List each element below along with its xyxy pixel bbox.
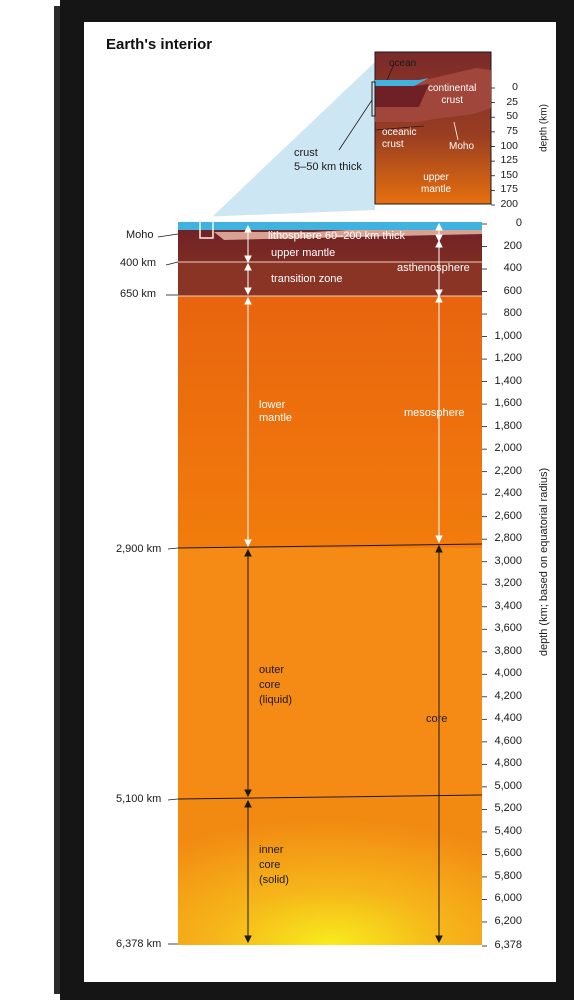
moho-leader bbox=[158, 234, 178, 237]
main-tick-label: 5,800 bbox=[494, 869, 522, 882]
main-tick-label: 2,400 bbox=[494, 487, 522, 500]
main-tick-label: 2,200 bbox=[494, 464, 522, 477]
depth-6378-label: 6,378 km bbox=[116, 938, 162, 950]
crust-callout-label: crust 5–50 km thick bbox=[294, 147, 362, 173]
inner-core-label: inner core (solid) bbox=[259, 844, 289, 886]
main-tick-label: 3,200 bbox=[494, 577, 522, 590]
inset-tick-label: 25 bbox=[506, 95, 518, 108]
inset-tick-label: 0 bbox=[512, 81, 518, 93]
main-tick-label: 2,600 bbox=[494, 509, 522, 522]
inner-core-band bbox=[178, 798, 482, 945]
main-tick-label: 4,600 bbox=[494, 734, 522, 747]
lithosphere-label: lithosphere 60–200 km thick bbox=[268, 230, 405, 242]
lower-mantle-label: lower mantle bbox=[259, 399, 293, 424]
main-tick-label: 1,400 bbox=[494, 374, 522, 387]
main-tick-label: 1,800 bbox=[494, 419, 522, 432]
inset-axis-label: depth (km) bbox=[538, 104, 550, 152]
main-tick-label: 1,600 bbox=[494, 397, 522, 410]
depth-650-label: 650 km bbox=[120, 288, 157, 300]
diagram-canvas bbox=[84, 22, 556, 982]
d2900-leader bbox=[168, 548, 178, 549]
main-tick-label: 5,200 bbox=[494, 802, 522, 815]
inset-tick-label: 200 bbox=[500, 198, 518, 210]
depth-2900-label: 2,900 km bbox=[116, 543, 162, 555]
main-tick-label: 3,600 bbox=[494, 622, 522, 635]
main-tick-label: 400 bbox=[503, 262, 522, 275]
main-axis-label: depth (km; based on equatorial radius) bbox=[538, 467, 550, 657]
core-label: core bbox=[426, 713, 448, 725]
inset-tick-label: 50 bbox=[506, 110, 518, 123]
depth-5100-label: 5,100 km bbox=[116, 793, 162, 805]
moho-label: Moho bbox=[126, 229, 154, 241]
main-tick-label: 0 bbox=[515, 217, 522, 229]
main-tick-label: 3,800 bbox=[494, 644, 522, 657]
main-tick-label: 4,400 bbox=[494, 712, 522, 725]
inset-continental-crust-label: continental crust bbox=[428, 83, 477, 106]
main-tick-label: 1,000 bbox=[494, 329, 522, 342]
main-tick-label: 800 bbox=[503, 307, 522, 320]
d400-leader bbox=[166, 262, 178, 265]
diagram-title: Earth's interior bbox=[106, 36, 213, 53]
lower-mantle-band bbox=[178, 296, 482, 548]
main-tick-label: 4,800 bbox=[494, 757, 522, 770]
main-tick-label: 3,400 bbox=[494, 599, 522, 612]
mesosphere-label: mesosphere bbox=[404, 407, 465, 419]
main-tick-label: 5,400 bbox=[494, 824, 522, 837]
inset-tick-label: 75 bbox=[506, 124, 518, 137]
main-tick-label: 4,200 bbox=[494, 689, 522, 702]
main-tick-label: 2,000 bbox=[494, 442, 522, 455]
main-tick-label: 3,000 bbox=[494, 554, 522, 567]
zoom-callout-wedge bbox=[200, 62, 375, 217]
main-tick-label: 4,000 bbox=[494, 667, 522, 680]
main-tick-label: 5,000 bbox=[494, 779, 522, 792]
inset-tick-label: 100 bbox=[500, 139, 518, 152]
inset-tick-label: 175 bbox=[500, 183, 518, 196]
main-tick-label: 1,200 bbox=[494, 352, 522, 365]
upper-mantle-label: upper mantle bbox=[271, 247, 336, 259]
inset-ocean-label: ocean bbox=[389, 58, 417, 69]
d5100-leader bbox=[168, 799, 178, 800]
main-tick-label: 200 bbox=[503, 239, 522, 252]
outer-core-band bbox=[178, 548, 482, 798]
inset-upper-mantle-label: upper mantle bbox=[421, 172, 452, 195]
inset-moho-label: Moho bbox=[449, 141, 475, 152]
main-tick-label: 6,378 bbox=[494, 939, 522, 951]
outer-core-label: outer core (liquid) bbox=[259, 664, 293, 706]
transition-zone-label: transition zone bbox=[271, 273, 343, 285]
main-tick-label: 600 bbox=[503, 284, 522, 297]
main-tick-label: 2,800 bbox=[494, 532, 522, 545]
main-tick-label: 6,000 bbox=[494, 892, 522, 905]
inset-oceanic-crust-label: oceanic crust bbox=[382, 127, 417, 150]
depth-400-label: 400 km bbox=[120, 257, 157, 269]
inset-tick-label: 150 bbox=[500, 168, 518, 181]
inset-tick-label: 125 bbox=[500, 154, 518, 167]
asthenosphere-label: asthenosphere bbox=[397, 262, 470, 274]
main-tick-label: 5,600 bbox=[494, 847, 522, 860]
main-tick-label: 6,200 bbox=[494, 914, 522, 927]
